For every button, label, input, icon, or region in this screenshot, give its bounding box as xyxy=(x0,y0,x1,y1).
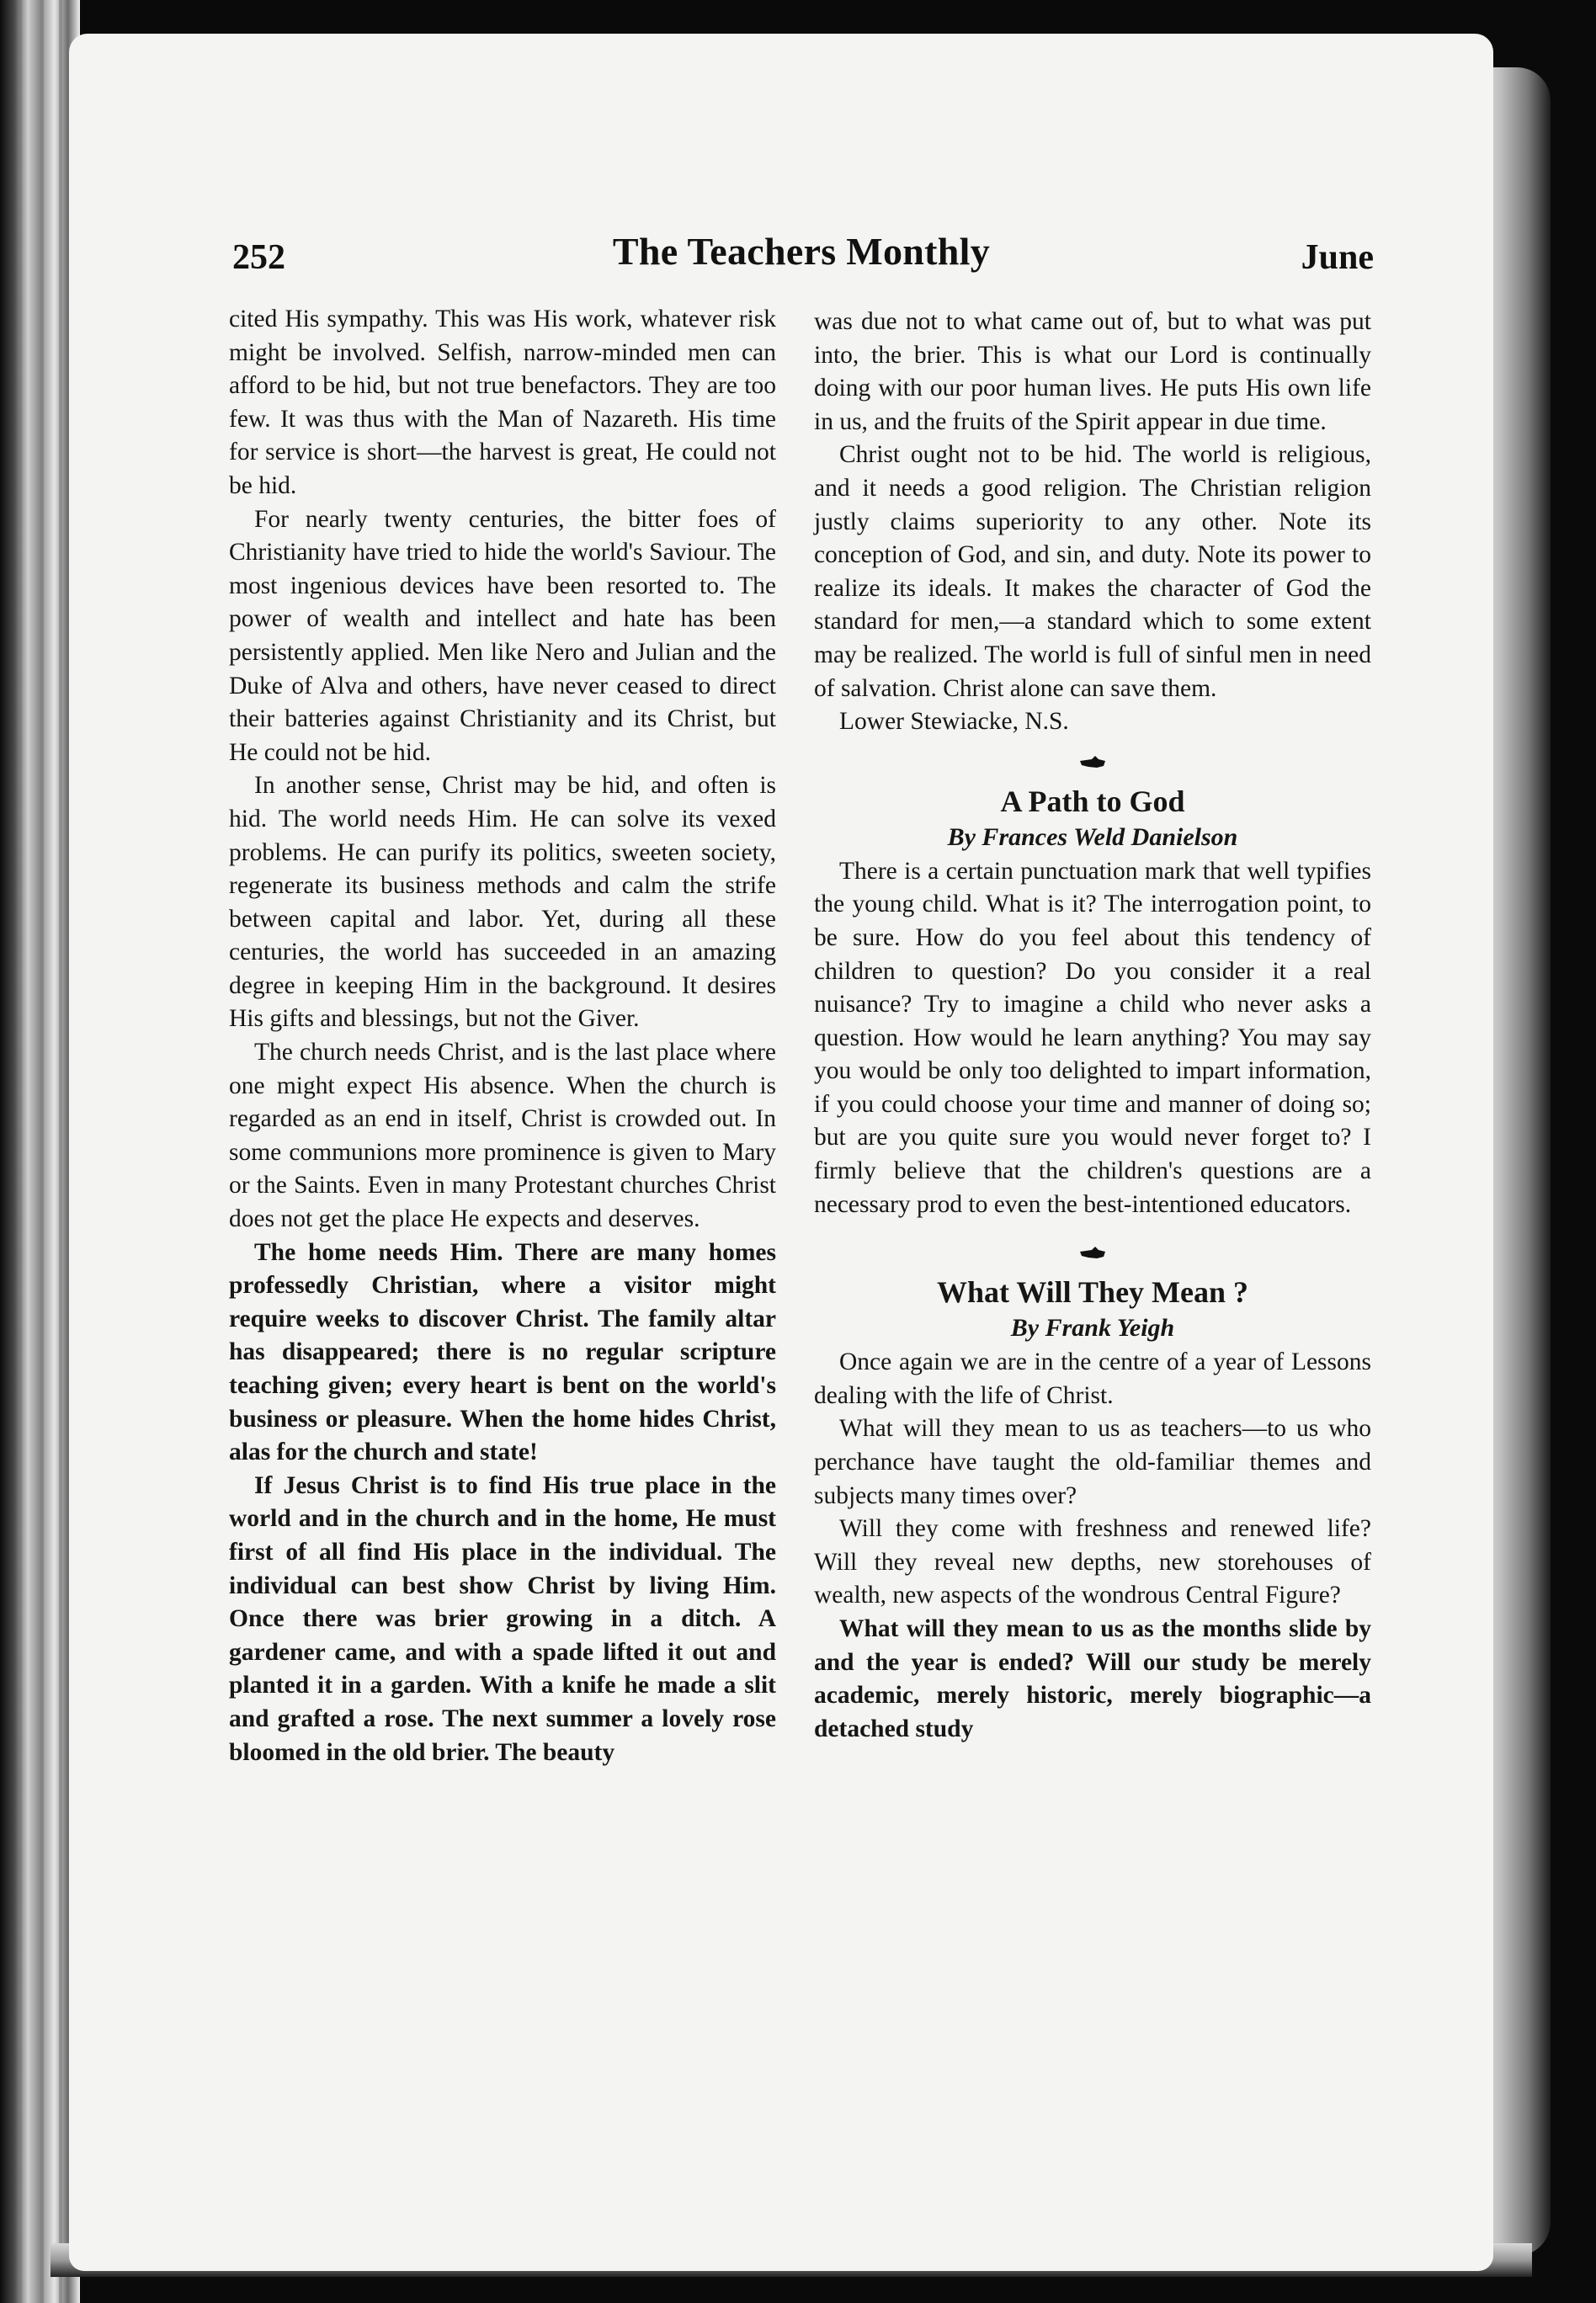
article-title: What Will They Mean ? xyxy=(936,1275,1249,1310)
paragraph: If Jesus Christ is to find His true place in the world and in the church and in the home, He must first of all find His place in the individual. The individual can best show Christ by living Him. Once there was brier growing in a ditch. A gardener came, and with a spade lifted it out and planted it in a garden. With a knife he made a slit and grafted a rose. The next summer a lovely rose bloomed in the old brier. The beauty xyxy=(229,1471,776,1766)
spine-edge-line xyxy=(59,0,62,2303)
spine-edge-line xyxy=(40,0,44,2303)
hand-pointer-ornament-icon xyxy=(814,1230,1371,1274)
article-title: A Path to God xyxy=(1000,784,1185,818)
running-header xyxy=(229,229,1374,288)
issue-month: June xyxy=(1301,238,1374,277)
paragraph: What will they mean to us as teachers—to us who perchance have taught the old-familiar themes and subjects many times over? xyxy=(814,1415,1371,1509)
article-byline: By Frances Weld Danielson xyxy=(947,822,1238,851)
paragraph: For nearly twenty centuries, the bitter foes of Christianity have tried to hide the world's Saviour. The most ingenious devices have been resorted to. The power of wealth and intellect and hate has been persistently applied. Men like Nero and Julian and the Duke of Alva and others, have never ceased to direct their batteries against Christianity and its Christ, but He could not be hid. xyxy=(229,505,776,766)
page-number: 252 xyxy=(232,238,285,277)
left-column xyxy=(229,303,776,1769)
spine-edge-line xyxy=(19,0,22,2303)
article-byline: By Frank Yeigh xyxy=(1010,1314,1175,1343)
paragraph: The church needs Christ, and is the last place where one might expect His absence. When the church is regarded as an end in itself, Christ is crowded out. In some communions more prominence is given to Mary or the Saints. Even in many Protestant churches Christ does not get the place He expects and deserves. xyxy=(229,1039,776,1233)
paragraph: Once again we are in the centre of a year of Lessons dealing with the life of Christ. xyxy=(814,1348,1371,1409)
paragraph: What will they mean to us as the months slide by and the year is ended? Will our study be merely academic, merely historic, merely biographic—a detached study xyxy=(814,1615,1371,1742)
paragraph: In another sense, Christ may be hid, and often is hid. The world needs Him. He can solve its vexed problems. He can purify its politics, sweeten society, regenerate its business methods and calm the strife between capital and labor. Yet, during all these centuries, the world has succeeded in an amazing degree in keeping Him in the background. It desires His gifts and blessings, but not the Giver. xyxy=(229,772,776,1033)
paragraph: The home needs Him. There are many homes professedly Christian, where a visitor might require weeks to discover Christ. The family altar has disappeared; there is no regular scripture teaching given; every heart is bent on the world's business or pleasure. When the home hides Christ, alas for the church and state! xyxy=(229,1238,776,1466)
paragraph: was due not to what came out of, but to what was put into, the brier. This is what our Lord is continually doing with our poor human lives. He puts His own life in us, and the fruits of the Spirit appear in due time. xyxy=(814,308,1371,435)
hand-pointer-ornament-icon xyxy=(814,739,1371,783)
paragraph: Will they come with freshness and renewed life? Will they reveal new depths, new storehouses of wealth, new aspects of the wondrous Central Figure? xyxy=(814,1515,1371,1609)
paragraph: cited His sympathy. This was His work, whatever risk might be involved. Selfish, narrow-minded men can afford to be hid, but not true benefactors. They are too few. It was thus with the Man of Nazareth. His time for service is short—the harvest is great, He could not be hid. xyxy=(229,306,776,499)
author-location: Lower Stewiacke, N.S. xyxy=(839,708,1069,736)
paragraph: Christ ought not to be hid. The world is religious, and it needs a good religion. The Christian religion justly claims superiority to any other. Note its conception of God, and sin, and duty. Note its power to realize its ideals. It makes the character of God the standard for men,—a standard which to some extent may be realized. The world is full of sinful men in need of salvation. Christ alone can save them. xyxy=(814,441,1371,702)
right-column xyxy=(814,306,1371,1746)
journal-title: The Teachers Monthly xyxy=(612,230,991,273)
paragraph: There is a certain punctuation mark that well typifies the young child. What is it? The interrogation point, to be sure. How do you feel about this tendency of children to question? Do you consider it a real nuisance? Try to imagine a child who never asks a question. How would he learn anything? You may say you would be only too delighted to impart information, if you could choose your time and manner of doing so; but are you quite sure you would never forget to? I firmly believe that the children's questions are a necessary prod to even the best-intentioned educators. xyxy=(814,857,1371,1218)
book-spine xyxy=(0,0,80,2303)
